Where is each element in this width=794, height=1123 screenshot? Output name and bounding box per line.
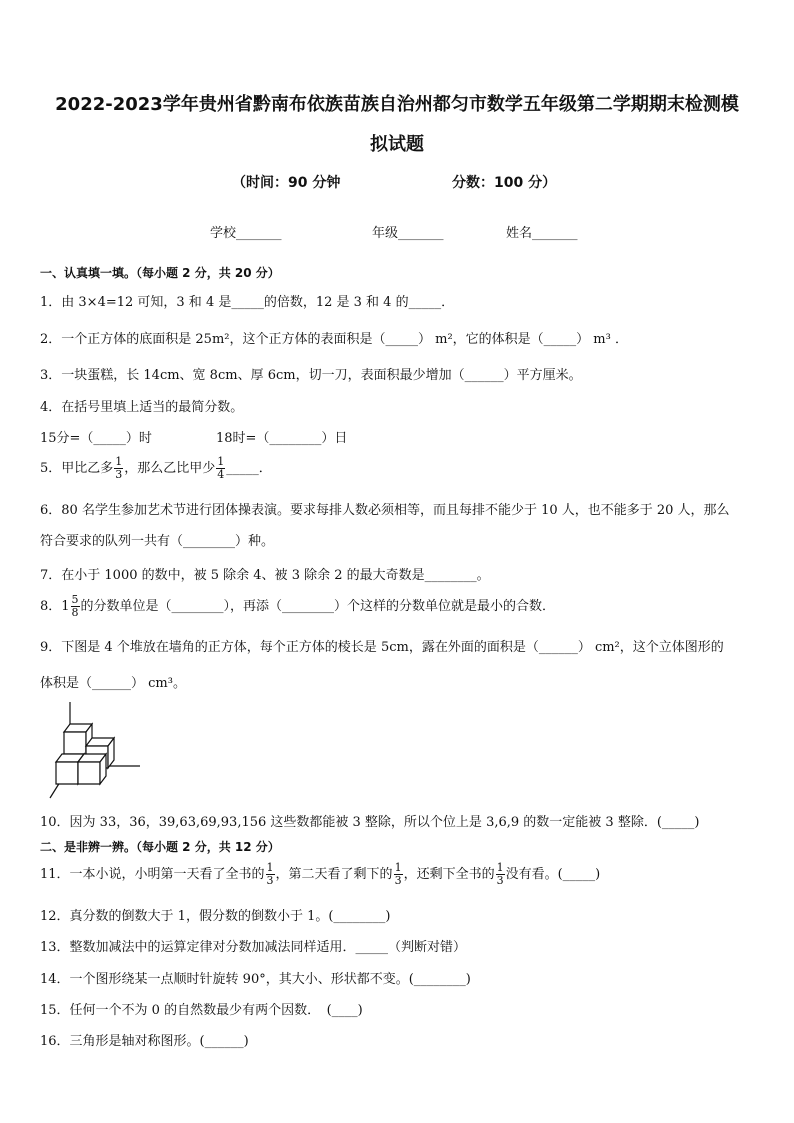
question-3: 3．一块蛋糕，长 14cm、宽 8cm、厚 6cm，切一刀，表面积最少增加（______）平方厘米。 [40, 368, 582, 383]
stacked-cubes-figure [40, 702, 150, 802]
question-6-line2: 符合要求的队列一共有（________）种。 [40, 534, 275, 549]
q8-text-b: 的分数单位是（________），再添（________）个这样的分数单位就是最小的合数． [80, 599, 556, 614]
section2-title: 二、是非辨一辨。（每小题 2 分，共 12 分） [40, 840, 280, 854]
fraction-one-third-c: $\frac{1}{3}$ [496, 861, 504, 887]
name-field: 姓名_______ [506, 226, 578, 241]
question-5 [40, 456, 272, 481]
exam-score: 分数：100 分） [452, 175, 557, 191]
question-4: 4．在括号里填上适当的最简分数。 [40, 400, 244, 415]
q5-text-c: _____． [226, 461, 272, 476]
fraction-one-third: $\frac{1}{3}$ [115, 455, 123, 481]
question-9-line1: 9．下图是 4 个堆放在墙角的正方体，每个正方体的棱长是 5cm，露在外面的面积是（______） cm²，这个立体图形的 [40, 640, 724, 655]
question-7: 7．在小于 1000 的数中，被 5 除余 4、被 3 除余 2 的最大奇数是________。 [40, 568, 490, 583]
question-12: 12．真分数的倒数大于 1，假分数的倒数小于 1。(________) [40, 909, 391, 924]
fraction-one-quarter: $\frac{1}{4}$ [217, 455, 225, 481]
section1-title: 一、认真填一填。（每小题 2 分，共 20 分） [40, 266, 280, 280]
school-field: 学校_______ [210, 226, 282, 241]
question-13: 13．整数加减法中的运算定律对分数加减法同样适用．_____（判断对错） [40, 940, 467, 955]
exam-title-line1: 2022-2023学年贵州省黔南布依族苗族自治州都匀市数学五年级第二学期期末检测模 [55, 94, 739, 115]
q11-text-d: 没有看。(_____) [505, 867, 601, 882]
q8-text-a: 8．1 [40, 599, 70, 614]
q5-text-b: ，那么乙比甲少 [124, 461, 216, 476]
q11-text-b: ，第二天看了剩下的 [275, 867, 393, 882]
question-1: 1．由 3×4=12 可知，3 和 4 是_____的倍数，12 是 3 和 4 的_____． [40, 295, 455, 310]
question-15: 15．任何一个不为 0 的自然数最少有两个因数． (____) [40, 1003, 363, 1018]
question-4b: 18时=（________）日 [216, 431, 348, 446]
q11-text-a: 11．一本小说，小明第一天看了全书的 [40, 867, 265, 882]
question-8 [40, 594, 555, 619]
q11-text-c: ，还剩下全书的 [403, 867, 495, 882]
exam-title-line2: 拟试题 [370, 134, 424, 155]
question-14: 14．一个图形绕某一点顺时针旋转 90°，其大小、形状都不变。(________) [40, 972, 471, 987]
fraction-one-third-a: $\frac{1}{3}$ [266, 861, 274, 887]
question-16: 16．三角形是轴对称图形。(______) [40, 1034, 249, 1049]
question-11 [40, 862, 600, 887]
grade-field: 年级_______ [372, 226, 444, 241]
question-2: 2．一个正方体的底面积是 25m²，这个正方体的表面积是（_____） m²，它的体积是（_____） m³ ． [40, 332, 628, 347]
fraction-five-eighths: $\frac{5}{8}$ [71, 593, 79, 619]
fraction-one-third-b: $\frac{1}{3}$ [394, 861, 402, 887]
question-9-line2: 体积是（______） cm³。 [40, 676, 186, 691]
exam-time: （时间：90 分钟 [232, 175, 341, 191]
cube-bottom-front [56, 762, 78, 784]
cube-bottom-right-front [78, 762, 100, 784]
q5-text-a: 5．甲比乙多 [40, 461, 114, 476]
question-4a: 15分=（_____）时 [40, 431, 152, 446]
question-10: 10．因为 33，36，39,63,69,93,156 这些数都能被 3 整除，所以个位上是 3,6,9 的数一定能被 3 整除．(_____) [40, 815, 700, 830]
question-6-line1: 6．80 名学生参加艺术节进行团体操表演。要求每排人数必须相等，而且每排不能少于 10 人，也不能多于 20 人，那么 [40, 503, 730, 518]
cube-top-front [64, 732, 86, 754]
